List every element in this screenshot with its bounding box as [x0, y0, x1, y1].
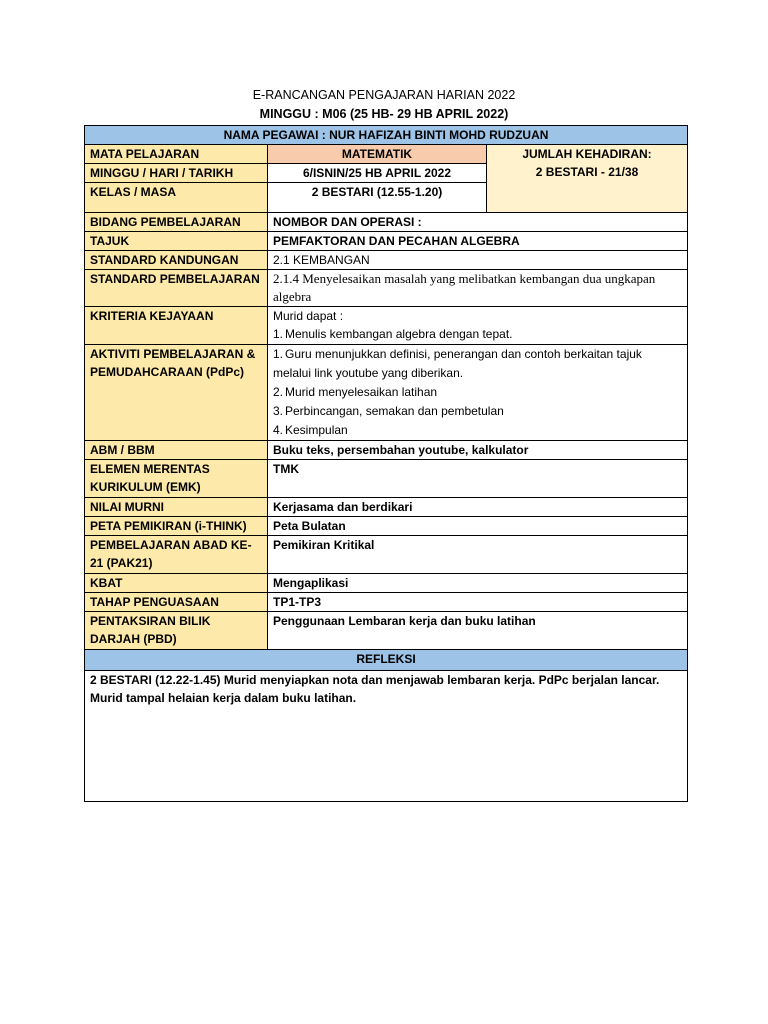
- attendance-cell: [487, 145, 688, 213]
- reflection-header: REFLEKSI: [85, 650, 688, 671]
- list-item-text: Guru menunjukkan definisi, penerangan dan contoh berkaitan tajuk: [285, 347, 642, 361]
- content-standard-value: 2.1 KEMBANGAN: [268, 251, 688, 270]
- list-item-text: Murid menyelesaikan latihan: [285, 385, 438, 399]
- teacher-name-header: NAMA PEGAWAI : NUR HAFIZAH BINTI MOHD RUDZUAN: [85, 126, 688, 145]
- success-criteria-value: [268, 307, 688, 345]
- thinking-map-label: PETA PEMIKIRAN (i-THINK): [85, 517, 268, 536]
- pak21-value: Pemikiran Kritikal: [268, 536, 688, 574]
- cross-curricular-value: TMK: [268, 460, 688, 498]
- pak21-label: PEMBELAJARAN ABAD KE-21 (PAK21): [85, 536, 268, 574]
- list-item-text: Menulis kembangan algebra dengan tepat.: [285, 327, 513, 341]
- list-number: 1.: [273, 347, 284, 361]
- thinking-map-value: Peta Bulatan: [268, 517, 688, 536]
- attendance-label: JUMLAH KEHADIRAN:: [522, 147, 652, 161]
- kbat-value: Mengaplikasi: [268, 574, 688, 593]
- content-standard-label: STANDARD KANDUNGAN: [85, 251, 268, 270]
- list-number: 3.: [273, 404, 284, 418]
- topic-value: PEMFAKTORAN DAN PECAHAN ALGEBRA: [268, 232, 688, 251]
- date-label: MINGGU / HARI / TARIKH: [85, 164, 268, 183]
- lesson-plan-table: [84, 125, 688, 802]
- activity-item: [273, 383, 682, 402]
- week-heading: MINGGU : M06 (25 HB- 29 HB APRIL 2022): [259, 107, 509, 121]
- subject-label: MATA PELAJARAN: [85, 145, 268, 164]
- activity-item: [273, 421, 682, 440]
- attendance-value: 2 BESTARI - 21/38: [535, 165, 639, 179]
- classroom-assessment-value: Penggunaan Lembaran kerja dan buku latihan: [268, 612, 688, 650]
- subject-value: MATEMATIK: [268, 145, 487, 164]
- teaching-aids-label: ABM / BBM: [85, 441, 268, 460]
- moral-values-label: NILAI MURNI: [85, 498, 268, 517]
- cross-curricular-label: ELEMEN MERENTAS KURIKULUM (EMK): [85, 460, 268, 498]
- mastery-level-label: TAHAP PENGUASAAN: [85, 593, 268, 612]
- success-criteria-label: KRITERIA KEJAYAAN: [85, 307, 268, 345]
- classroom-assessment-label: PENTAKSIRAN BILIK DARJAH (PBD): [85, 612, 268, 650]
- activities-label: AKTIVITI PEMBELAJARAN & PEMUDAHCARAAN (PdPc): [85, 345, 268, 441]
- document-title: E-RANCANGAN PENGAJARAN HARIAN 2022: [252, 88, 516, 102]
- list-number: 4.: [273, 423, 284, 437]
- topic-label: TAJUK: [85, 232, 268, 251]
- list-number: 2.: [273, 385, 284, 399]
- reflection-text: 2 BESTARI (12.22-1.45) Murid menyiapkan nota dan menjawab lembaran kerja. PdPc berjalan lancar. Murid tampal helaian kerja dalam buku latihan.: [85, 671, 688, 802]
- class-value: 2 BESTARI (12.55-1.20): [268, 183, 487, 213]
- success-criteria-item: [273, 325, 682, 343]
- teaching-aids-value: Buku teks, persembahan youtube, kalkulator: [268, 441, 688, 460]
- list-item-text: Perbincangan, semakan dan pembetulan: [285, 404, 504, 418]
- learning-area-value: NOMBOR DAN OPERASI :: [268, 213, 688, 232]
- learning-standard-label: STANDARD PEMBELAJARAN: [85, 270, 268, 307]
- success-criteria-intro: Murid dapat :: [273, 309, 344, 323]
- learning-area-label: BIDANG PEMBELAJARAN: [85, 213, 268, 232]
- activity-item: [273, 345, 682, 364]
- moral-values-value: Kerjasama dan berdikari: [268, 498, 688, 517]
- class-label: KELAS / MASA: [85, 183, 268, 213]
- activity-item-continuation: melalui link youtube yang diberikan.: [273, 366, 464, 380]
- kbat-label: KBAT: [85, 574, 268, 593]
- date-value: 6/ISNIN/25 HB APRIL 2022: [268, 164, 487, 183]
- activity-item: [273, 402, 682, 421]
- activities-value: [268, 345, 688, 441]
- mastery-level-value: TP1-TP3: [268, 593, 688, 612]
- list-item-text: Kesimpulan: [285, 423, 348, 437]
- learning-standard-value: 2.1.4 Menyelesaikan masalah yang melibatkan kembangan dua ungkapan algebra: [268, 270, 688, 307]
- list-number: 1.: [273, 327, 284, 341]
